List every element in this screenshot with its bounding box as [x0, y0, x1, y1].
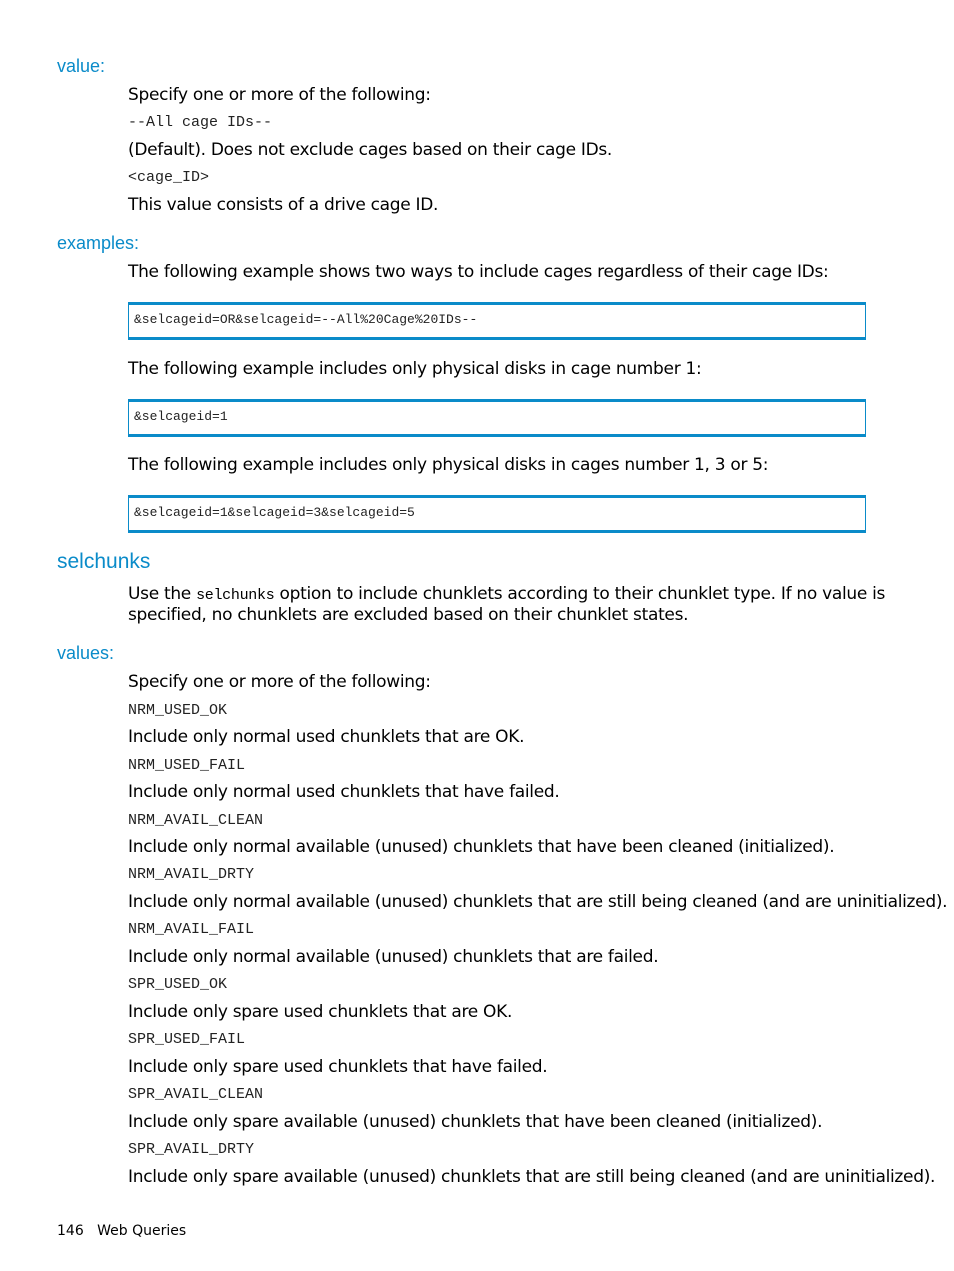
- values-intro: Specify one or more of the following:: [128, 672, 431, 692]
- selchunks-desc-line1: [128, 584, 885, 604]
- values-code-nrm-avail-fail: NRM_AVAIL_FAIL: [128, 921, 255, 938]
- values-code-spr-avail-clean: SPR_AVAIL_CLEAN: [128, 1086, 264, 1103]
- value-desc-default: (Default). Does not exclude cages based on their cage IDs.: [128, 140, 613, 160]
- values-code-nrm-avail-drty: NRM_AVAIL_DRTY: [128, 866, 255, 883]
- value-heading: value:: [57, 56, 106, 76]
- values-code-spr-avail-drty: SPR_AVAIL_DRTY: [128, 1141, 255, 1158]
- examples-heading: examples:: [57, 233, 140, 253]
- values-desc-spr-used-ok: Include only spare used chunklets that are OK.: [128, 1002, 513, 1022]
- selchunks-desc-code: selchunks: [196, 587, 275, 604]
- value-intro: Specify one or more of the following:: [128, 85, 431, 105]
- values-desc-nrm-avail-clean: Include only normal available (unused) chunklets that have been cleaned (initialized).: [128, 837, 835, 857]
- values-desc-spr-avail-clean: Include only spare available (unused) chunklets that have been cleaned (initialized).: [128, 1112, 823, 1132]
- footer-section-title: Web Queries: [97, 1223, 187, 1239]
- values-desc-nrm-avail-drty: Include only normal available (unused) chunklets that are still being cleaned (and are uninitialized).: [128, 892, 948, 912]
- value-desc-cage-id: This value consists of a drive cage ID.: [128, 195, 439, 215]
- values-desc-spr-avail-drty: Include only spare available (unused) chunklets that are still being cleaned (and are uninitialized).: [128, 1167, 936, 1187]
- values-desc-nrm-avail-fail: Include only normal available (unused) chunklets that are failed.: [128, 947, 659, 967]
- selchunks-heading: selchunks: [57, 550, 151, 573]
- example-3-code-box: [128, 495, 866, 533]
- values-code-nrm-used-ok: NRM_USED_OK: [128, 702, 228, 719]
- selchunks-desc-line2: specified, no chunklets are excluded based on their chunklet states.: [128, 605, 689, 625]
- value-code-cage-id: <cage_ID>: [128, 169, 210, 186]
- example-2-code-box: [128, 399, 866, 437]
- values-code-nrm-used-fail: NRM_USED_FAIL: [128, 757, 246, 774]
- values-code-nrm-avail-clean: NRM_AVAIL_CLEAN: [128, 812, 264, 829]
- value-code-all-cage-ids: --All cage IDs--: [128, 114, 273, 131]
- example-1-code-box: [128, 302, 866, 340]
- values-desc-nrm-used-fail: Include only normal used chunklets that have failed.: [128, 782, 560, 802]
- values-desc-spr-used-fail: Include only spare used chunklets that have failed.: [128, 1057, 548, 1077]
- values-code-spr-used-fail: SPR_USED_FAIL: [128, 1031, 246, 1048]
- values-desc-nrm-used-ok: Include only normal used chunklets that are OK.: [128, 727, 525, 747]
- example-3-code: &selcageid=1&selcageid=3&selcageid=5: [134, 505, 415, 520]
- page-footer: [57, 1223, 186, 1239]
- values-heading: values:: [57, 643, 115, 663]
- example-2-code: &selcageid=1: [134, 409, 228, 424]
- example-1-code: &selcageid=OR&selcageid=--All%20Cage%20IDs--: [134, 312, 478, 327]
- example-2-text: The following example includes only physical disks in cage number 1:: [128, 359, 702, 379]
- values-code-spr-used-ok: SPR_USED_OK: [128, 976, 228, 993]
- selchunks-desc-prefix: Use the: [128, 584, 191, 604]
- page-number: 146: [57, 1223, 84, 1239]
- example-1-text: The following example shows two ways to include cages regardless of their cage IDs:: [128, 262, 829, 282]
- example-3-text: The following example includes only physical disks in cages number 1, 3 or 5:: [128, 455, 769, 475]
- selchunks-desc-suffix: option to include chunklets according to their chunklet type. If no value is: [279, 584, 886, 604]
